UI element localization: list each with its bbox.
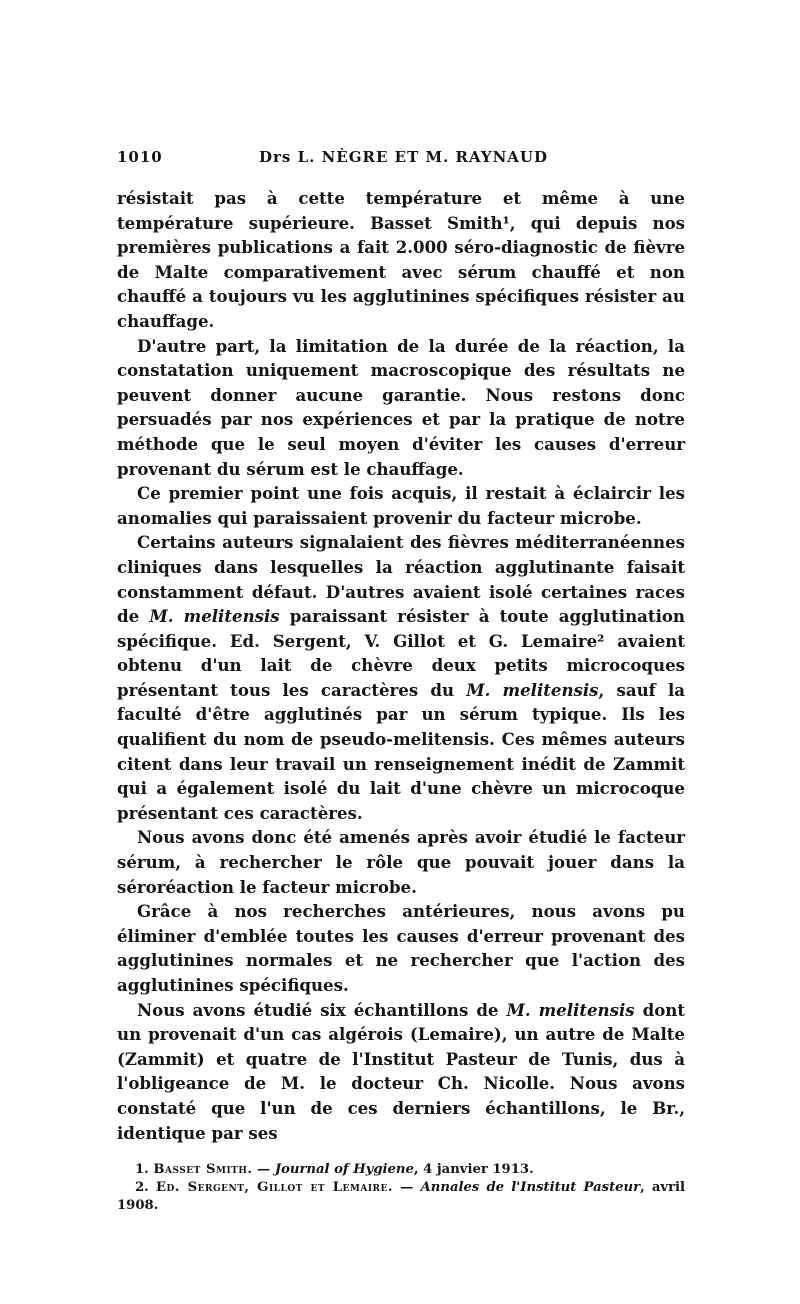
paragraph: Ce premier point une fois acquis, il restait à éclaircir les anomalies qui paraissaient provenir du facteur microbe. [117, 483, 685, 528]
footnote-journal: Journal of Hygiene [274, 1162, 414, 1178]
footnote-journal: Annales de l'Institut Pasteur [420, 1179, 641, 1195]
page [117, 142, 685, 1215]
paragraph: Certains auteurs signalaient des fièvres méditerranéennes cliniques dans lesquelles la réaction agglutinante faisait constamment défaut. D'autres avaient isolé certaines races de M. melitensis paraissant résister à toute agglutination spécifique. Ed. Sergent, V. Gillot et G. Lemaire² avaient obtenu d'un lait de chèvre deux petits microcoques présentant tous les caractères du M. melitensis, sauf la faculté d'être agglutinés par un sérum typique. Ils les qualifient du nom de pseudo-melitensis. Ces mêmes auteurs citent dans leur travail un renseignement inédit de Zammit qui a également isolé du lait d'une chèvre un microcoque présentant ces caractères. [117, 532, 686, 823]
species-name: M. melitensis [466, 679, 599, 700]
footnote-author: Ed. Sergent, Gillot et Lemaire. [155, 1179, 393, 1195]
paragraph: Grâce à nos recherches antérieures, nous avons pu éliminer d'emblée toutes les causes d'erreur provenant des agglutinines normales et ne rechercher que l'action des agglutinines spécifiques. [117, 901, 685, 995]
paragraph: Nous avons donc été amenés après avoir étudié le facteur sérum, à rechercher le rôle que pouvait jouer dans la séroréaction le facteur microbe. [117, 827, 685, 897]
running-head-title: Drs L. NÈGRE ET M. RAYNAUD [259, 148, 549, 166]
footnote-number: 1. [135, 1162, 149, 1178]
running-head [117, 142, 685, 170]
paragraph: Nous avons étudié six échantillons de M. melitensis dont un provenait d'un cas algérois (Lemaire), un autre de Malte (Zammit) et quatre de l'Institut Pasteur de Tunis, dus à l'obligeance de M. le docteur Ch. Nicolle. Nous avons constaté que l'un de ces derniers échantillons, le Br., identique par ses [117, 999, 685, 1143]
paragraph: résistait pas à cette température et même à une température supérieure. Basset Smith¹, qui depuis nos premières publications a fait 2.000 séro-diagnostic de fièvre de Malte comparativement avec sérum chauffé et non chauffé a toujours vu les agglutinines spécifiques résister au chauffage. [117, 188, 685, 331]
species-name: M. melitensis [506, 999, 635, 1020]
body-text [117, 186, 685, 1145]
footnote-number: 2. [135, 1179, 149, 1195]
footnote: 1. Basset Smith. — Journal of Hygiene, 4 janvier 1913. [135, 1162, 534, 1178]
footnotes [117, 1161, 685, 1214]
page-number: 1010 [117, 148, 163, 166]
paragraph: D'autre part, la limitation de la durée de la réaction, la constatation uniquement macroscopique des résultats ne peuvent donner aucune garantie. Nous restons donc persuadés par nos expériences et par la pratique de notre méthode que le seul moyen d'éviter les causes d'erreur provenant du sérum est le chauffage. [117, 335, 685, 479]
footnote: 2. Ed. Sergent, Gillot et Lemaire. — Annales de l'Institut Pasteur, avril 1908. [117, 1179, 686, 1213]
footnote-author: Basset Smith. [153, 1162, 253, 1178]
species-name: M. melitensis [149, 606, 280, 627]
